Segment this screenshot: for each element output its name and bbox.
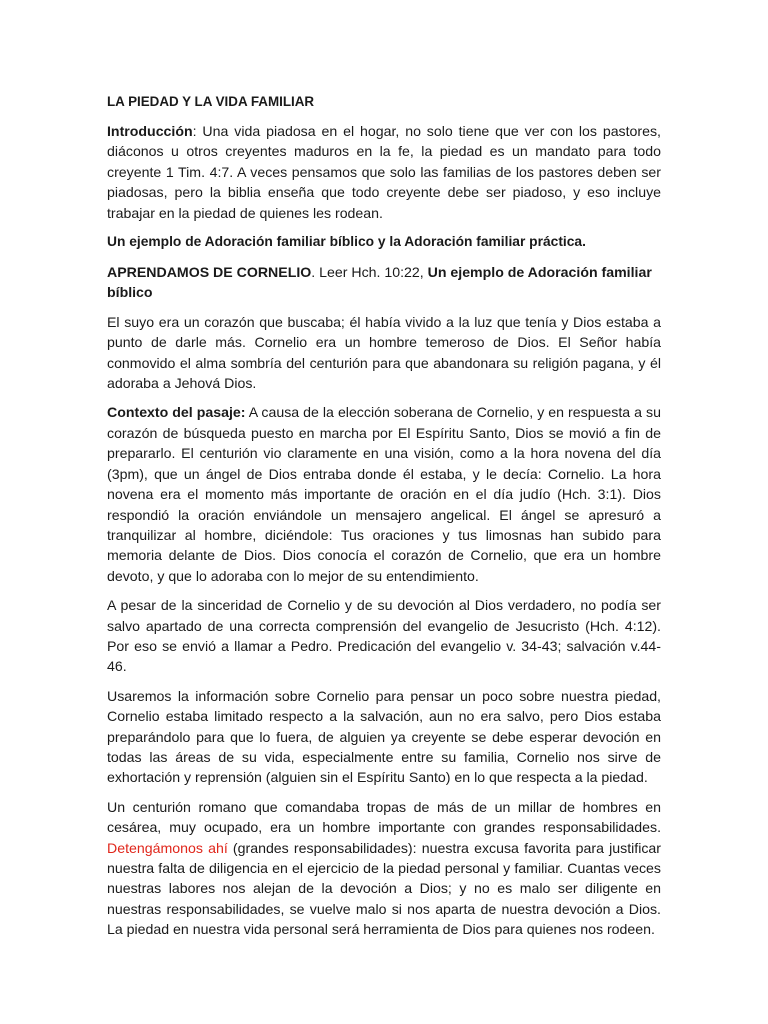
paragraph-1: El suyo era un corazón que buscaba; él había vivido a la luz que tenía y Dios estaba a punto de darle más. Cornelio era un hombre temeroso de Dios. El Señor había conmovido el alma sombría del centurión para que abandonara su religión pagana, y él adoraba a Jehová Dios. — [107, 313, 661, 392]
paragraph-4 — [107, 797, 661, 940]
paragraph-4-before: Un centurión romano que comandaba tropas de más de un millar de hombres en cesárea, muy ocupado, era un hombre importante con grandes responsabilidades. — [107, 798, 661, 836]
context-label: Contexto del pasaje: — [107, 404, 246, 421]
intro-label: Introducción — [107, 123, 193, 139]
section-ref: . Leer Hch. 10:22, — [311, 264, 428, 281]
context-paragraph — [107, 402, 661, 586]
paragraph-3: Usaremos la información sobre Cornelio para pensar un poco sobre nuestra piedad, Cornelio estaba limitado respecto a la salvación, aun no era salvo, pero Dios estaba preparándolo para que lo fuera, de alguien ya creyente se debe esperar devoción en todas las áreas de su vida, especialmente entre su familia, Cornelio nos sirve de exhortación y reprensión (alguien sin el Espíritu Santo) en lo que respecta a la piedad. — [107, 687, 661, 786]
subtitle-heading: Un ejemplo de Adoración familiar bíblico y la Adoración familiar práctica. — [107, 234, 586, 250]
document-title: LA PIEDAD Y LA VIDA FAMILIAR — [107, 94, 315, 109]
document-page — [107, 92, 661, 949]
section-label: APRENDAMOS DE CORNELIO — [107, 264, 312, 281]
highlight-text: Detengámonos ahí — [107, 839, 228, 856]
section-heading — [107, 262, 661, 303]
context-text: A causa de la elección soberana de Cornelio, y en respuesta a su corazón de búsqueda puesto en marcha por El Espíritu Santo, Dios se movió a fin de prepararlo. El centurión vio claramente en una visión, como a la hora novena del día (3pm), que un ángel de Dios entraba donde él estaba, y le decía: Cornelio. La hora novena era el momento más importante de oración en el día judío (Hch. 3:1). Dios respondió la oración enviándole un mensajero angelical. El ángel se apresuró a tranquilizar al hombre, diciéndole: Tus oraciones y tus limosnas han subido para memoria delante de Dios. Dios conocía el corazón de Cornelio, que era un hombre devoto, y que lo adoraba con lo mejor de su entendimiento. — [107, 404, 661, 584]
intro-text: : Una vida piadosa en el hogar, no solo tiene que ver con los pastores, diáconos u otros creyentes maduros en la fe, la piedad es un mandato para todo creyente 1 Tim. 4:7. A veces pensamos que solo las familias de los pastores deben ser piadosas, pero la biblia enseña que todo creyente debe ser piadoso, y eso incluye trabajar en la piedad de quienes les rodean. — [107, 123, 661, 221]
paragraph-4-after: (grandes responsabilidades): nuestra excusa favorita para justificar nuestra falta de diligencia en el ejercicio de la piedad personal y familiar. Cuantas veces nuestras labores nos alejan de la devoción a Dios; y no es malo ser diligente en nuestras responsabilidades, se vuelve malo si nos aparta de nuestra devoción a Dios. La piedad en nuestra vida personal será herramienta de Dios para quienes nos rodeen. — [107, 839, 661, 938]
paragraph-2: A pesar de la sinceridad de Cornelio y de su devoción al Dios verdadero, no podía ser salvo apartado de una correcta comprensión del evangelio de Jesucristo (Hch. 4:12). Por eso se envió a llamar a Pedro. Predicación del evangelio v. 34-43; salvación v.44-46. — [107, 597, 661, 675]
section-tail: Un ejemplo de Adoración familiar bíblico — [107, 264, 652, 301]
intro-paragraph — [107, 121, 661, 223]
